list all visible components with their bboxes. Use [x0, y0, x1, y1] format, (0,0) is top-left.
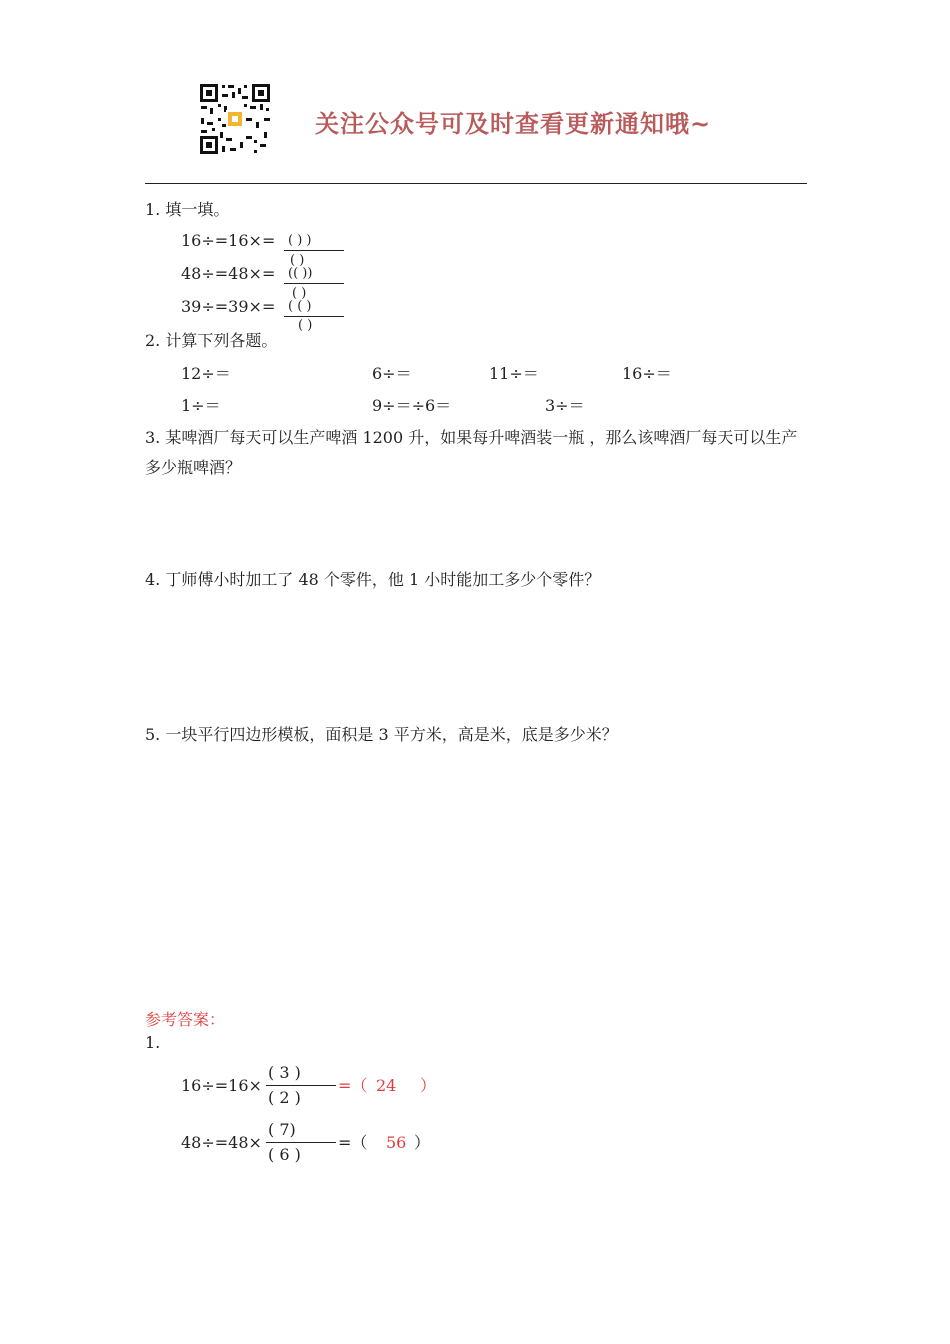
answer-row1-value: 24: [376, 1076, 397, 1095]
answer-row2-value: 56: [386, 1133, 407, 1152]
q2-item: 16÷＝: [622, 364, 672, 383]
answers-label: 1.: [145, 1033, 161, 1052]
q1-row3-expr: 39÷=39×=: [181, 297, 276, 316]
q4-text: 4. 丁师傅小时加工了 48 个零件，他 1 小时能加工多少个零件？: [145, 570, 601, 589]
q1-row3-numerator: ( ( ): [288, 299, 312, 314]
q2-item: 11÷＝: [489, 364, 539, 383]
qr-code-graphic: [198, 82, 272, 156]
q1-row1-denominator: ( ): [290, 253, 305, 268]
q2-label: 2. 计算下列各题。: [145, 331, 278, 350]
banner-text: 关注公众号可及时查看更新通知哦~: [315, 110, 712, 138]
q1-row1-expr: 16÷=16×=: [181, 231, 276, 250]
q3-text: 3. 某啤酒厂每天可以生产啤酒 1200 升，如果每升啤酒装一瓶 ，那么该啤酒厂每天可以生产多少瓶啤酒？: [145, 428, 798, 477]
q1-row2-numerator: (( )): [288, 266, 313, 281]
qr-code-image: [198, 82, 272, 156]
q2-item: 3÷＝: [545, 396, 585, 415]
answer-row1-fraction-bar: [266, 1085, 336, 1086]
q1-row1-numerator: ( ) ): [288, 233, 312, 248]
answer-row2-close: ）: [414, 1133, 431, 1152]
q1-row3-denominator: ( ): [298, 318, 313, 333]
q2-item: 12÷＝: [181, 364, 231, 383]
answer-row2-equals: =（: [338, 1133, 368, 1152]
q2-item: 6÷＝: [372, 364, 412, 383]
q1-row1-fraction-bar: [284, 250, 344, 251]
q1-row2-denominator: ( ): [292, 286, 307, 301]
q1-row2-fraction-bar: [284, 283, 344, 284]
header-divider: [145, 183, 807, 184]
q2-item: 1÷＝: [181, 396, 221, 415]
answer-row1-denominator: ( 2 ): [268, 1088, 301, 1107]
answer-row1-numerator: ( 3 ): [268, 1063, 301, 1082]
answer-row1-equals: =（: [338, 1076, 368, 1095]
answer-row1-close: ）: [420, 1076, 437, 1095]
answer-row1-expr: 16÷=16×: [181, 1076, 262, 1095]
q2-item: 9÷＝÷6＝: [372, 396, 452, 415]
answers-title: 参考答案：: [145, 1010, 226, 1029]
q1-row2-expr: 48÷=48×=: [181, 264, 276, 283]
q1-label: 1. 填一填。: [145, 200, 230, 219]
q5-text: 5. 一块平行四边形模板，面积是 3 平方米，高是米，底是多少米？: [145, 725, 618, 744]
answer-row2-fraction-bar: [266, 1142, 336, 1143]
answer-row2-denominator: ( 6 ): [268, 1145, 301, 1164]
answer-row2-numerator: ( 7): [268, 1120, 296, 1139]
answer-row2-expr: 48÷=48×: [181, 1133, 262, 1152]
q1-row3-fraction-bar: [284, 316, 344, 317]
